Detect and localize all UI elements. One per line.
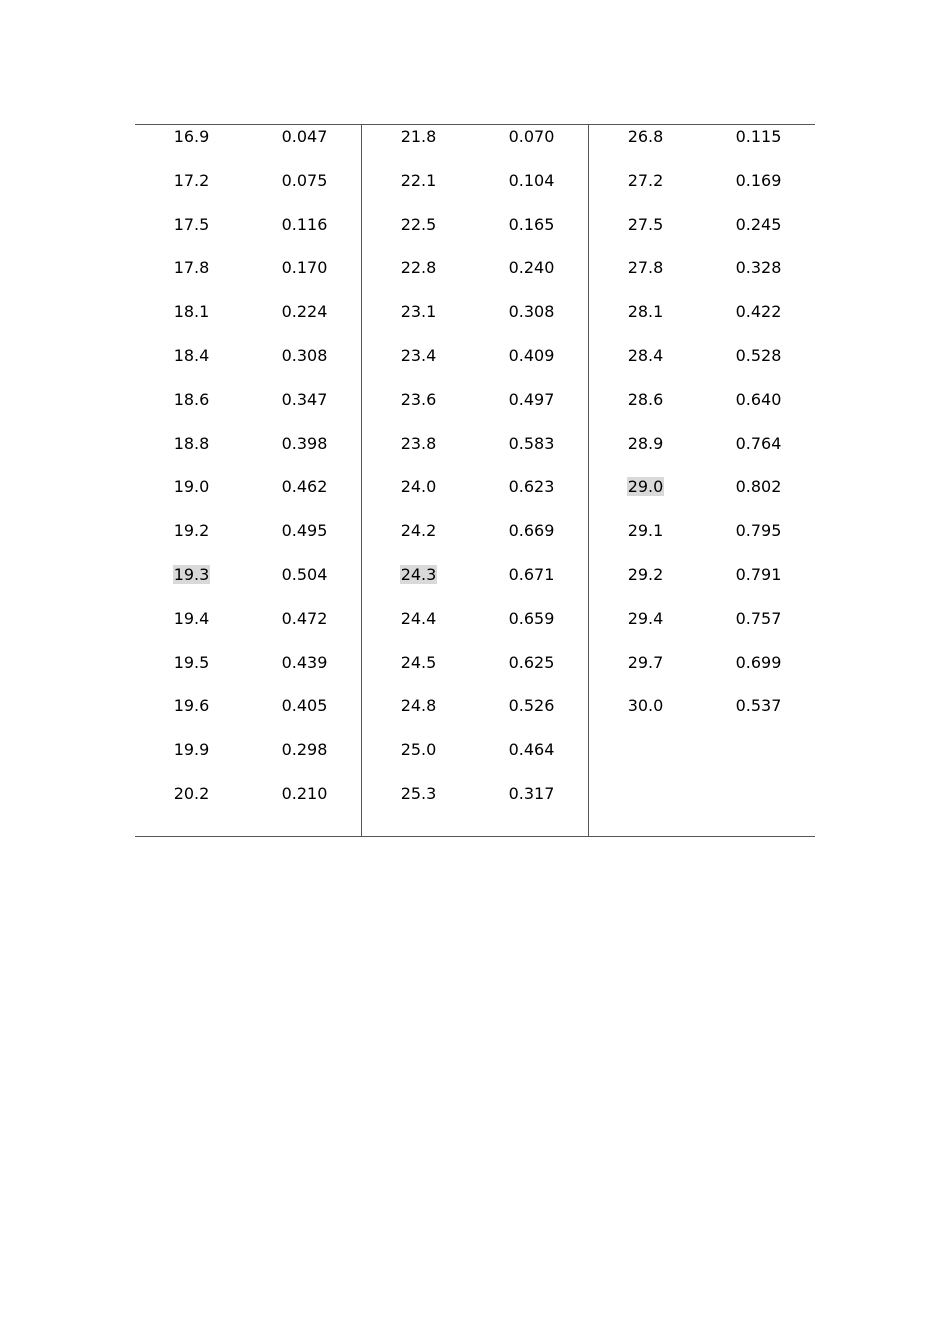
table-row <box>135 169 361 213</box>
cell-x-text: 24.0 <box>400 477 437 497</box>
table-cell-x <box>135 519 248 541</box>
table-cell-value <box>248 694 361 716</box>
cell-x-text: 18.4 <box>173 345 210 365</box>
cell-x-text: 22.8 <box>400 258 437 278</box>
table-cell-x <box>135 300 248 322</box>
table-cell-value <box>702 694 815 716</box>
cell-value-text: 0.115 <box>735 127 782 146</box>
table-cell-value <box>475 300 588 322</box>
table-cell-value <box>475 388 588 410</box>
table-cell-x <box>135 388 248 410</box>
table-row <box>135 388 361 432</box>
cell-x-text: 19.0 <box>173 477 210 497</box>
table-cell-value <box>702 125 815 147</box>
table-cell-value <box>702 213 815 235</box>
table-row <box>362 213 588 257</box>
table-cell-value <box>475 169 588 191</box>
table-cell-x <box>589 169 702 191</box>
cell-x-text: 29.0 <box>627 477 664 497</box>
table-cell-value <box>475 432 588 454</box>
cell-x-text: 24.3 <box>400 564 437 584</box>
table-row <box>589 607 815 651</box>
cell-value-text: 0.075 <box>281 170 328 190</box>
cell-x-text: 18.6 <box>173 389 210 409</box>
table-cell-value <box>248 344 361 366</box>
table-cell-x <box>362 738 475 760</box>
table-cell-x <box>135 169 248 191</box>
table-cell-value <box>702 519 815 541</box>
cell-x-text: 27.2 <box>627 170 664 190</box>
table-row <box>589 169 815 213</box>
table-row <box>589 475 815 519</box>
table-cell-x <box>135 782 248 804</box>
cell-value-text: 0.757 <box>735 608 782 628</box>
table-row <box>362 782 588 826</box>
table-row <box>135 256 361 300</box>
table-row <box>589 519 815 563</box>
table-cell-value <box>475 738 588 760</box>
table-column-group-3 <box>588 125 815 836</box>
table-cell-value <box>248 519 361 541</box>
table-cell-value <box>248 213 361 235</box>
cell-value-text: 0.764 <box>735 433 782 453</box>
cell-x-text: 22.1 <box>400 170 437 190</box>
cell-value-text: 0.526 <box>508 696 555 716</box>
table-cell-value <box>475 256 588 278</box>
table-cell-x <box>589 388 702 410</box>
table-cell-value <box>702 300 815 322</box>
cell-value-text: 0.699 <box>735 652 782 672</box>
table-cell-x <box>362 651 475 673</box>
table-cell-value <box>248 651 361 673</box>
table-row <box>135 607 361 651</box>
cell-value-text: 0.104 <box>508 170 555 190</box>
table-cell-x <box>362 432 475 454</box>
cell-value-text: 0.669 <box>508 521 555 541</box>
cell-value-text: 0.462 <box>281 477 328 497</box>
table-cell-x <box>135 125 248 147</box>
table-row <box>589 432 815 476</box>
cell-value-text: 0.640 <box>735 389 782 409</box>
cell-x-text: 24.5 <box>400 652 437 672</box>
cell-value-text: 0.224 <box>281 302 328 322</box>
cell-value-text: 0.495 <box>281 521 328 541</box>
table-cell-x <box>135 651 248 673</box>
cell-x-text: 19.4 <box>173 608 210 628</box>
table-row <box>362 738 588 782</box>
table-row <box>362 475 588 519</box>
table-cell-value <box>475 344 588 366</box>
cell-value-text: 0.671 <box>508 564 555 584</box>
table-cell-value <box>248 169 361 191</box>
table-row <box>135 519 361 563</box>
table-cell-x <box>362 475 475 497</box>
cell-x-text: 20.2 <box>173 783 210 803</box>
table-cell-x <box>589 519 702 541</box>
cell-x-text: 24.4 <box>400 608 437 628</box>
table-cell-x <box>362 388 475 410</box>
cell-x-text: 16.9 <box>173 127 210 146</box>
table-row <box>589 256 815 300</box>
table-cell-x <box>589 344 702 366</box>
table-cell-x <box>362 213 475 235</box>
cell-value-text: 0.328 <box>735 258 782 278</box>
cell-value-text: 0.308 <box>281 345 328 365</box>
cell-x-text: 19.5 <box>173 652 210 672</box>
table-cell-value <box>475 475 588 497</box>
table-row <box>135 694 361 738</box>
cell-value-text: 0.298 <box>281 740 328 760</box>
table-row <box>589 388 815 432</box>
table-cell-x <box>362 256 475 278</box>
cell-value-text: 0.623 <box>508 477 555 497</box>
cell-value-text: 0.625 <box>508 652 555 672</box>
table-cell-x <box>362 782 475 804</box>
table-cell-x <box>589 475 702 497</box>
table-cell-value <box>475 651 588 673</box>
cell-x-text: 29.4 <box>627 608 664 628</box>
table-cell-x <box>362 519 475 541</box>
table-cell-value <box>702 169 815 191</box>
table-cell-value <box>702 344 815 366</box>
table-cell-value <box>475 125 588 147</box>
table-row <box>362 125 588 169</box>
table-cell-value <box>702 563 815 585</box>
table-cell-value <box>475 694 588 716</box>
cell-x-text: 29.7 <box>627 652 664 672</box>
table-row <box>135 213 361 257</box>
table-cell-x <box>135 344 248 366</box>
cell-x-text: 19.2 <box>173 521 210 541</box>
table-cell-value <box>248 388 361 410</box>
table-row <box>135 475 361 519</box>
table-row <box>589 651 815 695</box>
cell-value-text: 0.439 <box>281 652 328 672</box>
table-row <box>362 169 588 213</box>
cell-value-text: 0.472 <box>281 608 328 628</box>
table-row <box>362 694 588 738</box>
cell-x-text: 18.1 <box>173 302 210 322</box>
table-row <box>589 563 815 607</box>
table-cell-value <box>475 213 588 235</box>
table-cell-value <box>702 782 815 784</box>
table-cell-value <box>702 432 815 454</box>
cell-x-text: 19.9 <box>173 740 210 760</box>
table-cell-value <box>248 432 361 454</box>
table-cell-value <box>248 256 361 278</box>
table-row <box>362 256 588 300</box>
table-cell-value <box>475 782 588 804</box>
table-cell-x <box>135 738 248 760</box>
cell-x-text: 30.0 <box>627 696 664 716</box>
table-cell-value <box>248 125 361 147</box>
cell-x-text: 22.5 <box>400 214 437 234</box>
table-cell-x <box>589 607 702 629</box>
table-cell-value <box>702 388 815 410</box>
table-cell-value <box>248 782 361 804</box>
cell-value-text: 0.398 <box>281 433 328 453</box>
table-cell-x <box>589 651 702 673</box>
table-row <box>589 344 815 388</box>
table-row <box>362 432 588 476</box>
table-row <box>362 651 588 695</box>
table-cell-x <box>362 300 475 322</box>
table-cell-x <box>362 344 475 366</box>
table-row <box>135 300 361 344</box>
cell-value-text: 0.347 <box>281 389 328 409</box>
table-row <box>135 344 361 388</box>
table-cell-x <box>589 432 702 454</box>
table-cell-x <box>135 256 248 278</box>
cell-x-text: 29.2 <box>627 564 664 584</box>
table-cell-value <box>702 738 815 740</box>
cell-value-text: 0.405 <box>281 696 328 716</box>
table-cell-value <box>702 651 815 673</box>
table-cell-x <box>362 563 475 585</box>
table-row <box>362 607 588 651</box>
cell-value-text: 0.409 <box>508 345 555 365</box>
table-cell-value <box>475 519 588 541</box>
cell-x-text: 28.6 <box>627 389 664 409</box>
cell-value-text: 0.170 <box>281 258 328 278</box>
table-cell-value <box>702 607 815 629</box>
table-row <box>362 388 588 432</box>
cell-value-text: 0.240 <box>508 258 555 278</box>
table-cell-x <box>135 607 248 629</box>
table-row <box>589 125 815 169</box>
table-cell-x <box>362 125 475 147</box>
table-row <box>589 738 815 782</box>
cell-value-text: 0.504 <box>281 564 328 584</box>
cell-x-text: 18.8 <box>173 433 210 453</box>
cell-x-text: 19.3 <box>173 564 210 584</box>
table-row <box>135 432 361 476</box>
cell-value-text: 0.791 <box>735 564 782 584</box>
table-cell-x <box>135 432 248 454</box>
table-row <box>362 300 588 344</box>
cell-value-text: 0.537 <box>735 696 782 716</box>
data-table <box>135 124 815 837</box>
table-cell-x <box>362 169 475 191</box>
cell-x-text: 23.6 <box>400 389 437 409</box>
cell-value-text: 0.802 <box>735 477 782 497</box>
cell-x-text: 23.8 <box>400 433 437 453</box>
cell-value-text: 0.795 <box>735 521 782 541</box>
table-cell-x <box>589 256 702 278</box>
table-cell-x <box>589 694 702 716</box>
table-cell-x <box>589 738 702 740</box>
cell-x-text: 19.6 <box>173 696 210 716</box>
table-row <box>135 738 361 782</box>
cell-value-text: 0.528 <box>735 345 782 365</box>
table-cell-value <box>702 475 815 497</box>
cell-value-text: 0.047 <box>281 127 328 146</box>
cell-value-text: 0.422 <box>735 302 782 322</box>
table-cell-value <box>248 738 361 760</box>
table-cell-x <box>589 213 702 235</box>
cell-x-text: 27.5 <box>627 214 664 234</box>
cell-value-text: 0.070 <box>508 127 555 146</box>
table-row <box>589 213 815 257</box>
cell-x-text: 28.9 <box>627 433 664 453</box>
cell-x-text: 26.8 <box>627 127 664 146</box>
cell-value-text: 0.210 <box>281 783 328 803</box>
cell-x-text: 25.0 <box>400 740 437 760</box>
cell-x-text: 28.4 <box>627 345 664 365</box>
table-column-group-1 <box>135 125 361 836</box>
table-row <box>362 519 588 563</box>
cell-value-text: 0.497 <box>508 389 555 409</box>
cell-x-text: 24.2 <box>400 521 437 541</box>
table-cell-value <box>702 256 815 278</box>
table-cell-x <box>135 694 248 716</box>
table-row <box>135 125 361 169</box>
cell-value-text: 0.169 <box>735 170 782 190</box>
table-row <box>135 782 361 826</box>
table-cell-value <box>248 607 361 629</box>
cell-x-text: 25.3 <box>400 783 437 803</box>
table-cell-value <box>475 563 588 585</box>
table-cell-value <box>248 300 361 322</box>
cell-x-text: 17.5 <box>173 214 210 234</box>
table-cell-x <box>589 300 702 322</box>
cell-x-text: 29.1 <box>627 521 664 541</box>
cell-x-text: 17.2 <box>173 170 210 190</box>
table-cell-x <box>589 563 702 585</box>
cell-value-text: 0.659 <box>508 608 555 628</box>
table-row <box>589 694 815 738</box>
table-cell-x <box>362 694 475 716</box>
table-cell-value <box>248 475 361 497</box>
table-cell-x <box>135 213 248 235</box>
cell-x-text: 23.4 <box>400 345 437 365</box>
cell-value-text: 0.464 <box>508 740 555 760</box>
table-cell-x <box>589 782 702 784</box>
cell-value-text: 0.245 <box>735 214 782 234</box>
table-cell-value <box>475 607 588 629</box>
table-row <box>589 300 815 344</box>
table-cell-value <box>248 563 361 585</box>
table-column-group-2 <box>361 125 588 836</box>
table-row <box>589 782 815 826</box>
cell-x-text: 28.1 <box>627 302 664 322</box>
table-row <box>135 563 361 607</box>
cell-x-text: 24.8 <box>400 696 437 716</box>
cell-x-text: 23.1 <box>400 302 437 322</box>
cell-value-text: 0.116 <box>281 214 328 234</box>
cell-value-text: 0.165 <box>508 214 555 234</box>
table-row <box>362 563 588 607</box>
table-cell-x <box>362 607 475 629</box>
table-row <box>135 651 361 695</box>
cell-x-text: 17.8 <box>173 258 210 278</box>
cell-value-text: 0.317 <box>508 783 555 803</box>
cell-value-text: 0.308 <box>508 302 555 322</box>
cell-x-text: 27.8 <box>627 258 664 278</box>
cell-value-text: 0.583 <box>508 433 555 453</box>
cell-x-text: 21.8 <box>400 127 437 146</box>
table-row <box>362 344 588 388</box>
table-cell-x <box>589 125 702 147</box>
table-cell-x <box>135 475 248 497</box>
table-cell-x <box>135 563 248 585</box>
